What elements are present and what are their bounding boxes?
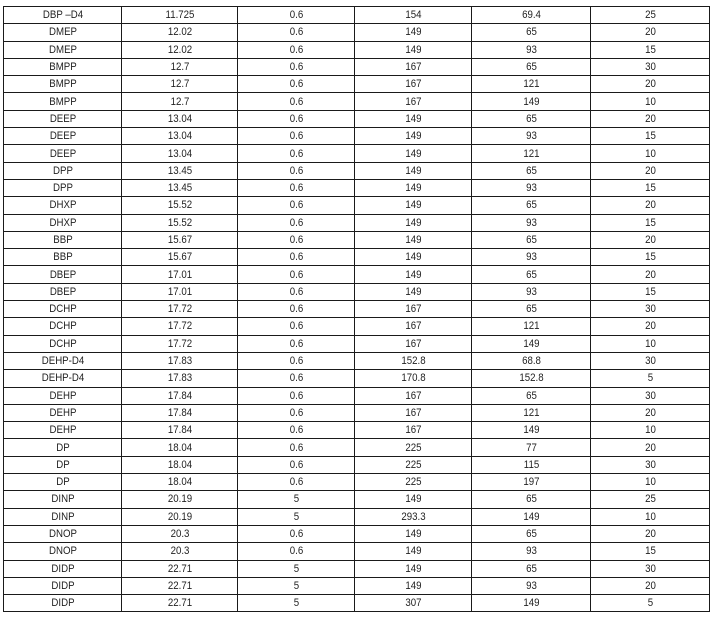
table-row [4, 197, 710, 214]
table-row [4, 76, 710, 93]
retention-time-cell: 18.04 [128, 456, 230, 473]
col3-cell: 0.6 [245, 318, 348, 335]
col4-cell: 225 [362, 456, 465, 473]
col3-cell: 0.6 [245, 76, 348, 93]
col5-cell: 65 [479, 266, 584, 283]
col4-cell: 149 [362, 197, 465, 214]
col3-cell: 0.6 [245, 525, 348, 542]
col3-cell: 0.6 [245, 456, 348, 473]
col3-cell: 0.6 [245, 231, 348, 248]
col4-cell: 167 [362, 58, 465, 75]
col6-cell: 25 [598, 7, 703, 24]
compound-cell: BMPP [11, 76, 115, 93]
compound-cell: DHXP [11, 197, 115, 214]
retention-time-cell: 17.83 [128, 370, 230, 387]
retention-time-cell: 22.71 [128, 577, 230, 594]
col5-cell: 93 [479, 214, 584, 231]
col5-cell: 149 [479, 335, 584, 352]
col4-cell: 149 [362, 162, 465, 179]
col3-cell: 0.6 [245, 162, 348, 179]
compound-cell: DMEP [11, 41, 115, 58]
compound-cell: DNOP [11, 543, 115, 560]
col6-cell: 30 [598, 387, 703, 404]
retention-time-cell: 17.83 [128, 352, 230, 369]
retention-time-cell: 20.19 [128, 491, 230, 508]
compound-cell: DBEP [11, 266, 115, 283]
col4-cell: 149 [362, 110, 465, 127]
col3-cell: 0.6 [245, 266, 348, 283]
col6-cell: 15 [598, 283, 703, 300]
compound-cell: DCHP [11, 318, 115, 335]
table-row [4, 370, 710, 387]
retention-time-cell: 15.52 [128, 214, 230, 231]
table-row [4, 577, 710, 594]
col3-cell: 0.6 [245, 301, 348, 318]
col6-cell: 30 [598, 560, 703, 577]
col4-cell: 293.3 [362, 508, 465, 525]
col4-cell: 149 [362, 214, 465, 231]
col3-cell: 0.6 [245, 197, 348, 214]
table-row [4, 162, 710, 179]
table-row [4, 301, 710, 318]
table-row [4, 474, 710, 491]
retention-time-cell: 13.04 [128, 128, 230, 145]
col6-cell: 25 [598, 491, 703, 508]
table-row [4, 214, 710, 231]
table-row [4, 560, 710, 577]
retention-time-cell: 15.52 [128, 197, 230, 214]
col6-cell: 30 [598, 456, 703, 473]
table-row [4, 231, 710, 248]
compound-cell: DP [11, 456, 115, 473]
col5-cell: 65 [479, 58, 584, 75]
col4-cell: 149 [362, 283, 465, 300]
col5-cell: 93 [479, 577, 584, 594]
col5-cell: 93 [479, 128, 584, 145]
retention-time-cell: 13.45 [128, 179, 230, 196]
retention-time-cell: 12.7 [128, 76, 230, 93]
retention-time-cell: 17.01 [128, 266, 230, 283]
col6-cell: 15 [598, 249, 703, 266]
col5-cell: 65 [479, 491, 584, 508]
table-row [4, 422, 710, 439]
col6-cell: 15 [598, 179, 703, 196]
col3-cell: 5 [245, 560, 348, 577]
col6-cell: 30 [598, 352, 703, 369]
col6-cell: 15 [598, 128, 703, 145]
table-row [4, 266, 710, 283]
retention-time-cell: 17.84 [128, 422, 230, 439]
col4-cell: 149 [362, 231, 465, 248]
col3-cell: 0.6 [245, 404, 348, 421]
col5-cell: 121 [479, 76, 584, 93]
compound-cell: DCHP [11, 335, 115, 352]
col3-cell: 0.6 [245, 439, 348, 456]
col4-cell: 167 [362, 301, 465, 318]
compound-cell: DEHP [11, 404, 115, 421]
col4-cell: 149 [362, 491, 465, 508]
retention-time-cell: 18.04 [128, 474, 230, 491]
compound-cell: DIDP [11, 577, 115, 594]
col5-cell: 69.4 [479, 7, 584, 24]
compound-cell: DP [11, 439, 115, 456]
retention-time-cell: 20.3 [128, 525, 230, 542]
retention-time-cell: 15.67 [128, 231, 230, 248]
retention-time-cell: 17.84 [128, 387, 230, 404]
retention-time-cell: 17.72 [128, 318, 230, 335]
table-row [4, 128, 710, 145]
col6-cell: 20 [598, 404, 703, 421]
col4-cell: 167 [362, 404, 465, 421]
col4-cell: 149 [362, 145, 465, 162]
table-row [4, 508, 710, 525]
col4-cell: 167 [362, 76, 465, 93]
compound-cell: DP [11, 474, 115, 491]
compound-cell: DBEP [11, 283, 115, 300]
col6-cell: 20 [598, 197, 703, 214]
compound-cell: BMPP [11, 93, 115, 110]
col5-cell: 93 [479, 543, 584, 560]
table-row [4, 404, 710, 421]
col5-cell: 65 [479, 560, 584, 577]
table-row [4, 318, 710, 335]
retention-time-cell: 20.19 [128, 508, 230, 525]
col4-cell: 149 [362, 179, 465, 196]
table-row [4, 58, 710, 75]
retention-time-cell: 18.04 [128, 439, 230, 456]
col4-cell: 167 [362, 93, 465, 110]
col5-cell: 77 [479, 439, 584, 456]
table-row [4, 7, 710, 24]
retention-time-cell: 12.7 [128, 93, 230, 110]
col4-cell: 225 [362, 439, 465, 456]
col6-cell: 20 [598, 577, 703, 594]
col5-cell: 149 [479, 508, 584, 525]
retention-time-cell: 12.02 [128, 24, 230, 41]
col4-cell: 152.8 [362, 352, 465, 369]
col5-cell: 68.8 [479, 352, 584, 369]
compound-cell: DEHP-D4 [11, 352, 115, 369]
compound-cell: BMPP [11, 58, 115, 75]
col3-cell: 0.6 [245, 387, 348, 404]
col5-cell: 115 [479, 456, 584, 473]
retention-time-cell: 17.84 [128, 404, 230, 421]
col3-cell: 0.6 [245, 93, 348, 110]
retention-time-cell: 11.725 [128, 7, 230, 24]
col3-cell: 5 [245, 508, 348, 525]
table-row [4, 387, 710, 404]
col5-cell: 93 [479, 41, 584, 58]
col6-cell: 10 [598, 335, 703, 352]
col6-cell: 10 [598, 508, 703, 525]
col3-cell: 0.6 [245, 179, 348, 196]
table-row [4, 595, 710, 612]
table-row [4, 93, 710, 110]
col5-cell: 197 [479, 474, 584, 491]
retention-time-cell: 20.3 [128, 543, 230, 560]
col3-cell: 5 [245, 595, 348, 612]
col6-cell: 20 [598, 24, 703, 41]
table-row [4, 456, 710, 473]
col3-cell: 0.6 [245, 128, 348, 145]
col6-cell: 20 [598, 318, 703, 335]
compound-cell: DPP [11, 162, 115, 179]
col3-cell: 0.6 [245, 474, 348, 491]
col4-cell: 149 [362, 543, 465, 560]
col3-cell: 5 [245, 577, 348, 594]
col3-cell: 0.6 [245, 145, 348, 162]
col5-cell: 65 [479, 231, 584, 248]
col4-cell: 149 [362, 249, 465, 266]
compound-cell: BBP [11, 249, 115, 266]
col4-cell: 154 [362, 7, 465, 24]
table-row [4, 335, 710, 352]
col3-cell: 0.6 [245, 422, 348, 439]
table-row [4, 283, 710, 300]
col4-cell: 307 [362, 595, 465, 612]
compound-cell: DEHP [11, 422, 115, 439]
retention-time-cell: 15.67 [128, 249, 230, 266]
col6-cell: 15 [598, 543, 703, 560]
retention-time-cell: 17.72 [128, 301, 230, 318]
col6-cell: 30 [598, 58, 703, 75]
col5-cell: 65 [479, 197, 584, 214]
col6-cell: 20 [598, 110, 703, 127]
col4-cell: 167 [362, 318, 465, 335]
compound-cell: DHXP [11, 214, 115, 231]
table-row [4, 491, 710, 508]
col6-cell: 10 [598, 474, 703, 491]
col3-cell: 0.6 [245, 41, 348, 58]
table-row [4, 145, 710, 162]
col6-cell: 5 [598, 595, 703, 612]
compound-cell: DIDP [11, 595, 115, 612]
col5-cell: 65 [479, 24, 584, 41]
col6-cell: 15 [598, 214, 703, 231]
col6-cell: 20 [598, 439, 703, 456]
compound-cell: DEHP [11, 387, 115, 404]
col6-cell: 20 [598, 76, 703, 93]
table-row [4, 24, 710, 41]
retention-time-cell: 12.02 [128, 41, 230, 58]
col3-cell: 0.6 [245, 110, 348, 127]
table-body [4, 7, 710, 612]
compound-cell: DINP [11, 508, 115, 525]
compound-cell: DEHP-D4 [11, 370, 115, 387]
compound-cell: DMEP [11, 24, 115, 41]
compound-cell: DEEP [11, 110, 115, 127]
data-table [3, 6, 710, 612]
retention-time-cell: 22.71 [128, 595, 230, 612]
col6-cell: 20 [598, 162, 703, 179]
col5-cell: 65 [479, 387, 584, 404]
compound-cell: DEEP [11, 128, 115, 145]
compound-cell: DCHP [11, 301, 115, 318]
col3-cell: 0.6 [245, 352, 348, 369]
col4-cell: 149 [362, 266, 465, 283]
col4-cell: 149 [362, 24, 465, 41]
compound-cell: DPP [11, 179, 115, 196]
col6-cell: 15 [598, 41, 703, 58]
col4-cell: 225 [362, 474, 465, 491]
compound-cell: DEEP [11, 145, 115, 162]
retention-time-cell: 17.72 [128, 335, 230, 352]
col5-cell: 149 [479, 595, 584, 612]
retention-time-cell: 12.7 [128, 58, 230, 75]
col5-cell: 121 [479, 318, 584, 335]
table-row [4, 110, 710, 127]
retention-time-cell: 13.04 [128, 110, 230, 127]
col3-cell: 0.6 [245, 370, 348, 387]
col4-cell: 149 [362, 560, 465, 577]
col3-cell: 0.6 [245, 543, 348, 560]
col3-cell: 0.6 [245, 249, 348, 266]
compound-cell: DBP –D4 [11, 7, 115, 24]
compound-cell: BBP [11, 231, 115, 248]
col3-cell: 0.6 [245, 58, 348, 75]
col4-cell: 170.8 [362, 370, 465, 387]
col6-cell: 10 [598, 422, 703, 439]
compound-cell: DNOP [11, 525, 115, 542]
compound-cell: DINP [11, 491, 115, 508]
col3-cell: 5 [245, 491, 348, 508]
table-row [4, 41, 710, 58]
compound-cell: DIDP [11, 560, 115, 577]
col4-cell: 149 [362, 128, 465, 145]
col5-cell: 93 [479, 249, 584, 266]
col5-cell: 93 [479, 283, 584, 300]
col4-cell: 167 [362, 335, 465, 352]
table-row [4, 179, 710, 196]
col5-cell: 65 [479, 525, 584, 542]
col4-cell: 167 [362, 387, 465, 404]
retention-time-cell: 17.01 [128, 283, 230, 300]
col5-cell: 121 [479, 404, 584, 421]
col5-cell: 149 [479, 422, 584, 439]
col5-cell: 65 [479, 301, 584, 318]
col6-cell: 20 [598, 525, 703, 542]
col6-cell: 10 [598, 145, 703, 162]
table-row [4, 249, 710, 266]
table-row [4, 352, 710, 369]
col3-cell: 0.6 [245, 335, 348, 352]
col3-cell: 0.6 [245, 283, 348, 300]
table-row [4, 439, 710, 456]
col5-cell: 65 [479, 162, 584, 179]
retention-time-cell: 22.71 [128, 560, 230, 577]
col6-cell: 5 [598, 370, 703, 387]
col5-cell: 121 [479, 145, 584, 162]
col6-cell: 10 [598, 93, 703, 110]
col3-cell: 0.6 [245, 7, 348, 24]
col4-cell: 149 [362, 577, 465, 594]
table-row [4, 543, 710, 560]
col3-cell: 0.6 [245, 214, 348, 231]
col5-cell: 93 [479, 179, 584, 196]
col4-cell: 149 [362, 525, 465, 542]
col3-cell: 0.6 [245, 24, 348, 41]
col6-cell: 30 [598, 301, 703, 318]
col4-cell: 149 [362, 41, 465, 58]
table-row [4, 525, 710, 542]
retention-time-cell: 13.45 [128, 162, 230, 179]
col5-cell: 149 [479, 93, 584, 110]
col5-cell: 65 [479, 110, 584, 127]
col5-cell: 152.8 [479, 370, 584, 387]
retention-time-cell: 13.04 [128, 145, 230, 162]
col4-cell: 167 [362, 422, 465, 439]
col6-cell: 20 [598, 266, 703, 283]
col6-cell: 20 [598, 231, 703, 248]
